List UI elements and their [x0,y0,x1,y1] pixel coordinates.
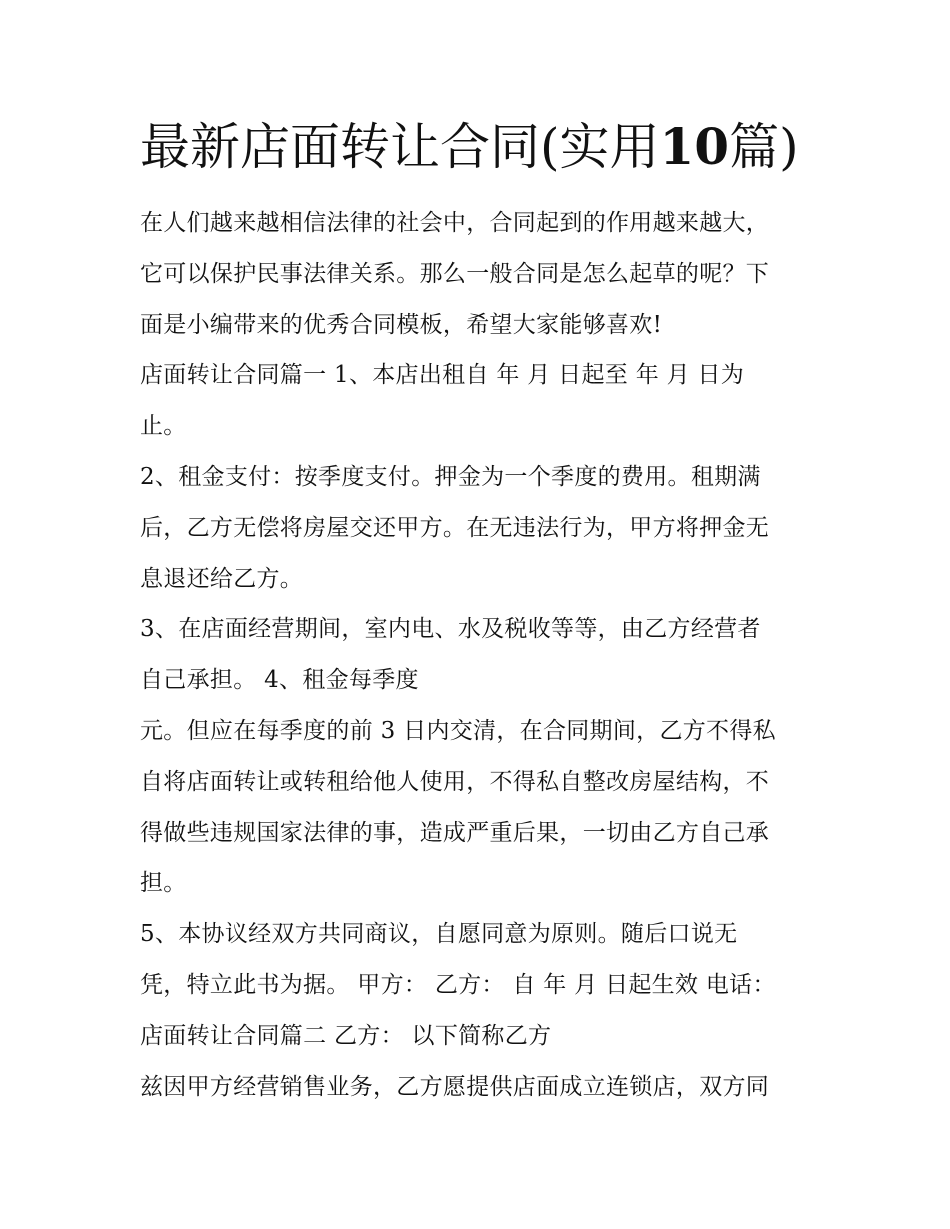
text-line: 3、在店面经营期间，室内电、水及税收等等，由乙方经营者 [140,616,761,643]
text-line: 后，乙方无偿将房屋交还甲方。在无违法行为，甲方将押金无 [140,514,770,541]
title-main: 最新店面转让合同(实用 [140,118,660,176]
text-line: 店面转让合同篇一 1、本店出租自 年 月 日起至 年 月 日为 [140,362,745,389]
title-tail: 篇) [729,118,799,176]
text-line: 自将店面转让或转租给他人使用，不得私自整改房屋结构，不 [140,768,770,795]
text-line: 得做些违规国家法律的事，造成严重后果，一切由乙方自己承 [140,819,770,846]
title-number: 10 [659,117,730,176]
text-line: 担。 [140,870,187,897]
text-line: 止。 [140,413,187,440]
text-line: 5、本协议经双方共同商议，自愿同意为原则。随后口说无 [140,921,738,948]
text-line: 自己承担。 4、租金每季度 [140,667,419,694]
text-line: 息退还给乙方。 [140,565,304,592]
text-line: 它可以保护民事法律关系。那么一般合同是怎么起草的呢？下 [140,260,770,287]
text-line: 凭，特立此书为据。 甲方： 乙方： 自 年 月 日起生效 电话： [140,971,776,998]
text-line: 店面转让合同篇二 乙方： 以下简称乙方 [140,1022,552,1049]
document-title [140,112,840,182]
text-line: 兹因甲方经营销售业务，乙方愿提供店面成立连锁店，双方同 [140,1073,770,1100]
text-line: 在人们越来越相信法律的社会中，合同起到的作用越来越大， [140,210,770,236]
text-line: 面是小编带来的优秀合同模板，希望大家能够喜欢! [140,311,663,338]
text-line: 2、租金支付：按季度支付。押金为一个季度的费用。租期满 [140,463,761,490]
text-line: 元。但应在每季度的前 3 日内交清，在合同期间，乙方不得私 [140,717,776,744]
document-body [140,198,820,1112]
